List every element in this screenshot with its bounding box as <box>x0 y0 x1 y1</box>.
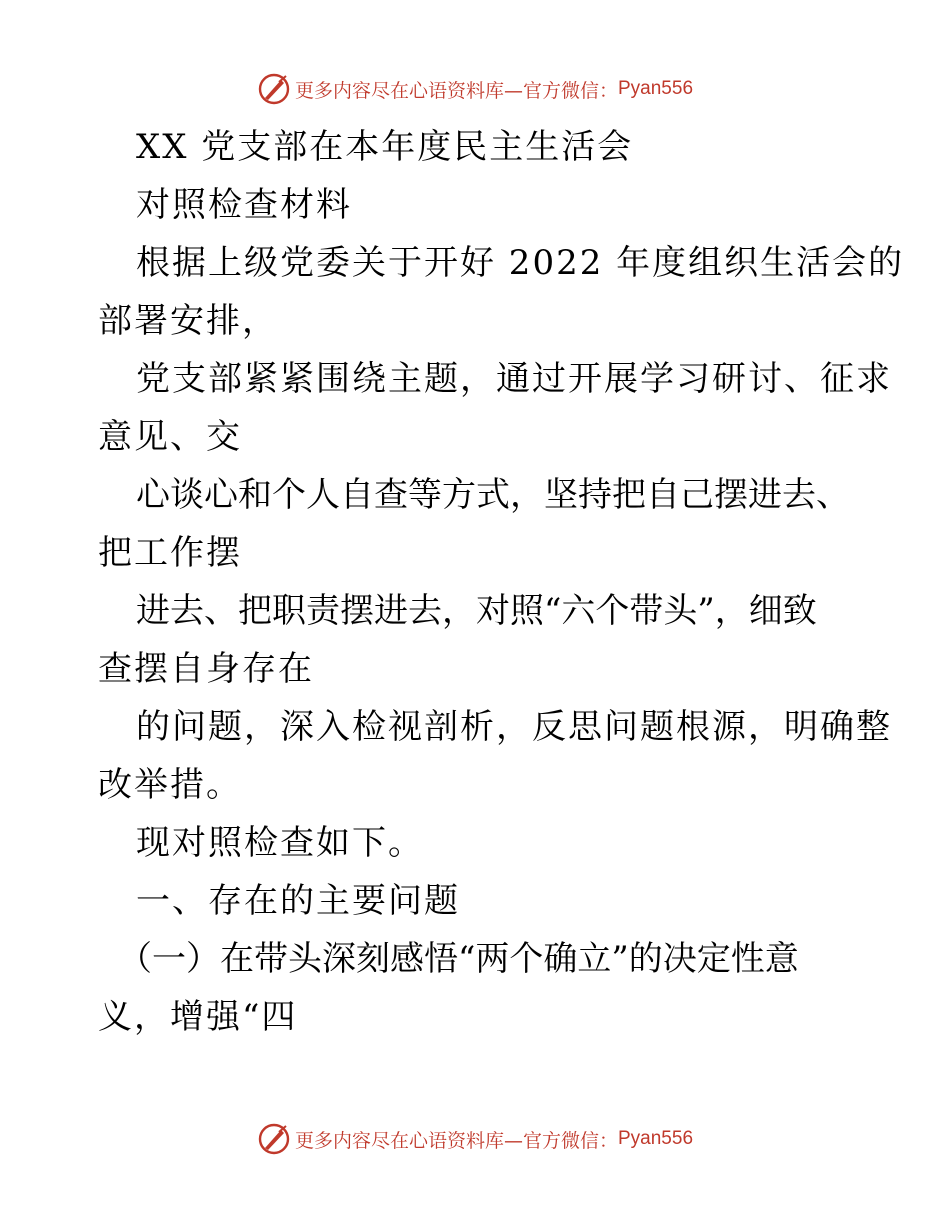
paragraph-line: 心谈心和个人自查等方式，坚持把自己摆进去、 <box>136 475 850 515</box>
document-body <box>98 118 905 1046</box>
paragraph-line: 现对照检查如下。 <box>136 823 424 863</box>
paragraph-line: 的问题，深入检视剖析，反思问题根源，明确整 <box>136 707 892 747</box>
paragraph-line: 改举措。 <box>98 765 242 805</box>
paragraph-line: 部署安排， <box>98 301 278 341</box>
subsection-heading: （一）在带头深刻感悟“两个确立”的决定性意 <box>118 939 799 979</box>
quill-logo-icon <box>257 1122 291 1156</box>
paragraph-line: 把工作摆 <box>98 533 242 573</box>
watermark-wechat-id: Pyan556 <box>618 1128 694 1149</box>
paragraph-line: 进去、把职责摆进去，对照“六个带头”，细致 <box>136 591 817 631</box>
document-title: XX 党支部在本年度民主生活会 <box>136 127 634 167</box>
paragraph-line: 查摆自身存在 <box>98 649 314 689</box>
watermark-header <box>0 72 950 106</box>
watermark-text: 更多内容尽在心语资料库—官方微信： <box>294 1129 618 1152</box>
watermark-text: 更多内容尽在心语资料库—官方微信： <box>294 79 618 102</box>
watermark-wechat-id: Pyan556 <box>618 78 694 99</box>
paragraph-line: 意见、交 <box>98 417 242 457</box>
quill-logo-icon <box>257 72 291 106</box>
paragraph-line: 根据上级党委关于开好 2022 年度组织生活会的 <box>136 243 905 283</box>
paragraph-line: 义，增强“四 <box>98 997 298 1037</box>
document-subtitle: 对照检查材料 <box>136 185 352 225</box>
paragraph-line: 党支部紧紧围绕主题，通过开展学习研讨、征求 <box>136 359 892 399</box>
section-heading: 一、存在的主要问题 <box>136 881 460 921</box>
watermark-footer <box>0 1122 950 1156</box>
